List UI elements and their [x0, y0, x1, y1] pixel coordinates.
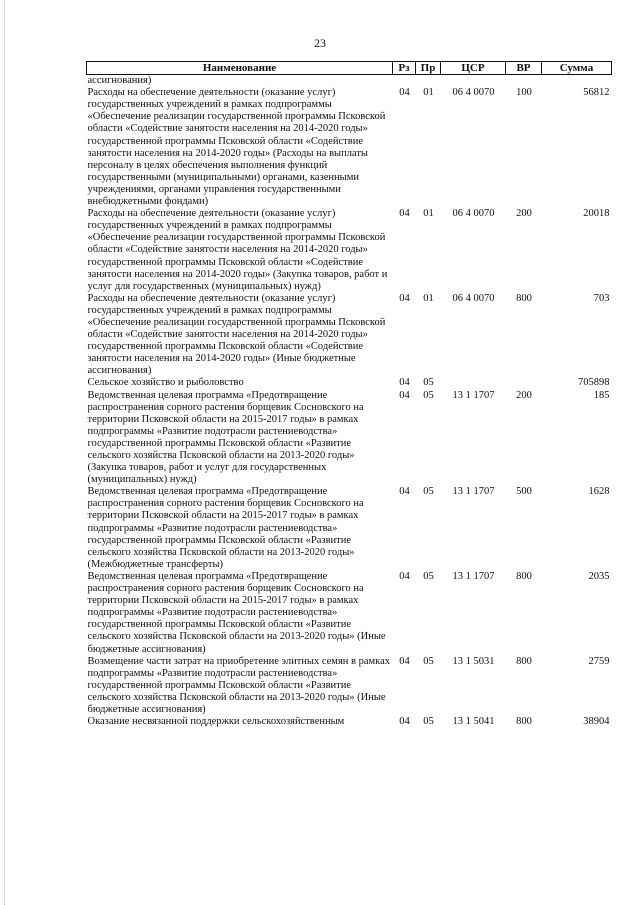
- table-row: [87, 75, 612, 88]
- row-csr: 13 1 5031: [452, 655, 495, 667]
- row-vr: 800: [516, 570, 532, 582]
- row-pr: 05: [423, 389, 434, 401]
- row-rz: 04: [399, 486, 410, 498]
- row-csr: [441, 377, 506, 389]
- table-row: [87, 390, 612, 487]
- row-name: Расходы на обеспечение деятельности (оказание услуг) государственных учреждений в рамках подпрограммы «Обеспечение реализации государственной программы Псковской области «Содействие занятости населения на 2014-2020 годы» государственной программы Псковской области «Содействие занятости населения на 2014-2020 годы» (Иные бюджетные ассигнования): [87, 292, 386, 377]
- row-sum: 703: [593, 292, 610, 304]
- table-row: [87, 716, 612, 728]
- row-name: ассигнования): [87, 75, 152, 87]
- table-row: [87, 208, 612, 293]
- header-sum: Сумма: [542, 62, 612, 75]
- row-rz: 04: [399, 87, 410, 99]
- row-csr: 06 4 0070: [452, 87, 495, 99]
- row-csr: 13 1 1707: [452, 570, 495, 582]
- table-row: [87, 486, 612, 571]
- row-pr: 05: [423, 655, 434, 667]
- row-vr: [506, 377, 542, 389]
- row-csr: 06 4 0070: [452, 292, 495, 304]
- row-vr: 800: [516, 716, 532, 728]
- row-name: Расходы на обеспечение деятельности (оказание услуг) государственных учреждений в рамках подпрограммы «Обеспечение реализации государственной программы Псковской области «Содействие занятости населения на 2014-2020 годы» государственной программы Псковской области «Содействие занятости населения на 2014-2020 годы» (Расходы на выплаты персоналу в целях обеспечения выполнения функций государственными (муниципальными) органами, казенными учреждениями, органами управления государственными внебюджетными фондами): [87, 87, 386, 208]
- table-row: [87, 87, 612, 208]
- row-rz: 04: [399, 655, 410, 667]
- row-csr: 13 1 1707: [452, 486, 495, 498]
- header-csr: ЦСР: [441, 62, 506, 75]
- row-pr: 05: [423, 377, 434, 389]
- scan-edge: [0, 0, 5, 905]
- row-name: Ведомственная целевая программа «Предотвращение распространения сорного растения борщевик Сосновского на территории Псковской области на 2015-2017 годы» в рамках подпрограммы «Развитие подотрасли растениеводства» государственной программы Псковской области «Развитие сельского хозяйства Псковской области на 2013-2020 годы» (Закупка товаров, работ и услуг для государственных (муниципальных) нужд): [87, 389, 364, 486]
- row-vr: [506, 75, 542, 88]
- row-sum: 705898: [578, 377, 610, 389]
- row-rz: [393, 75, 416, 88]
- budget-table: [86, 61, 612, 728]
- header-pr: Пр: [416, 62, 441, 75]
- header-rz: Рз: [393, 62, 416, 75]
- row-pr: 01: [423, 87, 434, 99]
- row-rz: 04: [399, 389, 410, 401]
- page-number: 23: [314, 36, 326, 50]
- row-rz: 04: [399, 716, 410, 728]
- row-vr: 500: [516, 486, 532, 498]
- row-pr: 05: [423, 570, 434, 582]
- row-sum: 56812: [583, 87, 610, 99]
- row-vr: 200: [516, 208, 532, 220]
- row-rz: 04: [399, 208, 410, 220]
- row-rz: 04: [399, 570, 410, 582]
- row-sum: 38904: [583, 716, 610, 728]
- table-row: [87, 377, 612, 389]
- table-header-row: [87, 62, 612, 75]
- row-csr: 13 1 1707: [452, 389, 495, 401]
- table-row: [87, 293, 612, 378]
- table-row: [87, 571, 612, 656]
- row-name: Расходы на обеспечение деятельности (оказание услуг) государственных учреждений в рамках подпрограммы «Обеспечение реализации государственной программы Псковской области «Содействие занятости населения на 2014-2020 годы» государственной программы Псковской области «Содействие занятости населения на 2014-2020 годы» (Закупка товаров, работ и услуг для государственных (муниципальных) нужд): [87, 208, 388, 292]
- row-vr: 800: [516, 292, 532, 304]
- row-sum: 2759: [588, 655, 610, 667]
- row-pr: 05: [423, 716, 434, 728]
- row-csr: [441, 75, 506, 88]
- row-name: Оказание несвязанной поддержки сельскохозяйственным: [87, 716, 345, 728]
- row-pr: 01: [423, 292, 434, 304]
- row-sum: 185: [593, 389, 610, 401]
- row-sum: 2035: [588, 570, 610, 582]
- row-rz: 04: [399, 292, 410, 304]
- row-pr: 01: [423, 208, 434, 220]
- header-name: Наименование: [87, 62, 393, 75]
- row-name: Сельское хозяйство и рыболовство: [87, 377, 244, 389]
- row-sum: [542, 75, 612, 88]
- row-sum: 1628: [588, 486, 610, 498]
- header-vr: ВР: [506, 62, 542, 75]
- row-pr: 05: [423, 486, 434, 498]
- row-csr: 06 4 0070: [452, 208, 495, 220]
- row-vr: 100: [516, 87, 532, 99]
- row-rz: 04: [399, 377, 410, 389]
- row-name: Ведомственная целевая программа «Предотвращение распространения сорного растения борщевик Сосновского на территории Псковской области на 2015-2017 годы» в рамках подпрограммы «Развитие подотрасли растениеводства» государственной программы Псковской области «Развитие сельского хозяйства Псковской области на 2013-2020 годы» (Иные бюджетные ассигнования): [87, 570, 386, 655]
- row-pr: [416, 75, 441, 88]
- row-csr: 13 1 5041: [452, 716, 495, 728]
- row-name: Ведомственная целевая программа «Предотвращение распространения сорного растения борщевик Сосновского на территории Псковской области на 2015-2017 годы» в рамках подпрограммы «Развитие подотрасли растениеводства» государственной программы Псковской области «Развитие сельского хозяйства Псковской области на 2013-2020 годы» (Межбюджетные трансферты): [87, 486, 364, 570]
- row-vr: 800: [516, 655, 532, 667]
- row-sum: 20018: [583, 208, 610, 220]
- row-vr: 200: [516, 389, 532, 401]
- row-name: Возмещение части затрат на приобретение элитных семян в рамках подпрограммы «Развитие подотрасли растениеводства» государственной программы Псковской области «Развитие сельского хозяйства Псковской области на 2013-2020 годы» (Иные бюджетные ассигнования): [87, 655, 391, 715]
- table-row: [87, 656, 612, 716]
